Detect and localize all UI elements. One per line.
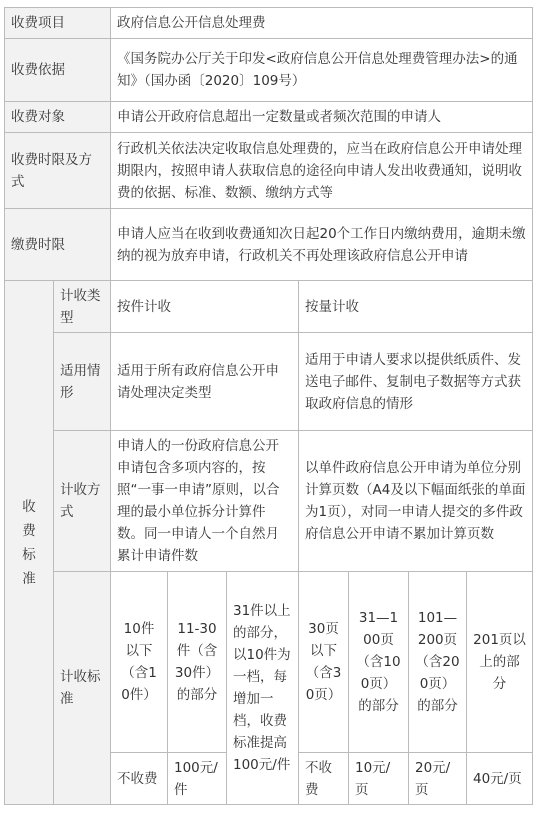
item-tier-2: 11-30件（含30件）的部分 — [168, 572, 227, 753]
item-tier-3: 31件以上的部分，以10件为一档，每增加一档，收费标准提高100元/件 — [227, 572, 299, 805]
timeframe-value: 行政机关依法决定收取信息处理费的，应当在政府信息公开申请处理期限内，按照申请人获取信息的途径向申请人发出收费通知，说明收费的依据、标准、数额、缴纳方式等 — [111, 133, 533, 209]
volume-fee-4: 40元/页 — [467, 753, 533, 805]
type-label: 计收类型 — [54, 281, 111, 333]
volume-fee-1: 不收费 — [299, 753, 349, 805]
row-type — [5, 281, 533, 333]
row-item — [5, 8, 533, 39]
row-tiers — [5, 572, 533, 753]
scope-label: 适用情形 — [54, 333, 111, 431]
volume-tier-1: 30页以下（含30页） — [299, 572, 349, 753]
timeframe-label: 收费时限及方式 — [5, 133, 111, 209]
method-volume: 以单件政府信息公开申请为单位分别计算页数（A4及以下幅面纸张的单面为1页），对同一申请人提交的多件政府信息公开申请不累加计算页数 — [299, 431, 533, 572]
row-target — [5, 102, 533, 133]
volume-tier-4: 201页以上的部分 — [467, 572, 533, 753]
target-value: 申请公开政府信息超出一定数量或者频次范围的申请人 — [111, 102, 533, 133]
payment-value: 申请人应当在收到收费通知次日起20个工作日内缴纳费用，逾期未缴纳的视为放弃申请，行政机关不再处理该政府信息公开申请 — [111, 209, 533, 281]
standard-label-cell — [5, 281, 54, 805]
row-basis — [5, 39, 533, 102]
volume-tier-3: 101—200页（含200页）的部分 — [409, 572, 467, 753]
item-fee-2: 100元/件 — [168, 753, 227, 805]
type-per-volume: 按量计收 — [299, 281, 533, 333]
tier-label: 计收标准 — [54, 572, 111, 805]
item-value: 政府信息公开信息处理费 — [111, 8, 533, 39]
basis-value: 《国务院办公厅关于印发<政府信息公开信息处理费管理办法>的通知》（国办函〔2020〕109号） — [111, 39, 533, 102]
scope-item: 适用于所有政府信息公开申请处理决定类型 — [111, 333, 299, 431]
payment-label: 缴费时限 — [5, 209, 111, 281]
row-payment — [5, 209, 533, 281]
row-scope — [5, 333, 533, 431]
fee-table — [4, 7, 533, 805]
row-method — [5, 431, 533, 572]
method-label: 计收方式 — [54, 431, 111, 572]
method-item: 申请人的一份政府信息公开申请包含多项内容的，按照“一事一申请”原则，以合理的最小单位拆分计算件数。同一申请人一个自然月累计申请件数 — [111, 431, 299, 572]
row-timeframe — [5, 133, 533, 209]
target-label: 收费对象 — [5, 102, 111, 133]
basis-label: 收费依据 — [5, 39, 111, 102]
item-label: 收费项目 — [5, 8, 111, 39]
volume-fee-2: 10元/页 — [349, 753, 409, 805]
volume-fee-3: 20元/页 — [409, 753, 467, 805]
scope-volume: 适用于申请人要求以提供纸质件、发送电子邮件、复制电子数据等方式获取政府信息的情形 — [299, 333, 533, 431]
item-fee-1: 不收费 — [111, 753, 168, 805]
standard-label: 收费标准 — [22, 498, 36, 587]
type-per-item: 按件计收 — [111, 281, 299, 333]
item-tier-1: 10件以下（含10件） — [111, 572, 168, 753]
volume-tier-2: 31—100页（含100页）的部分 — [349, 572, 409, 753]
